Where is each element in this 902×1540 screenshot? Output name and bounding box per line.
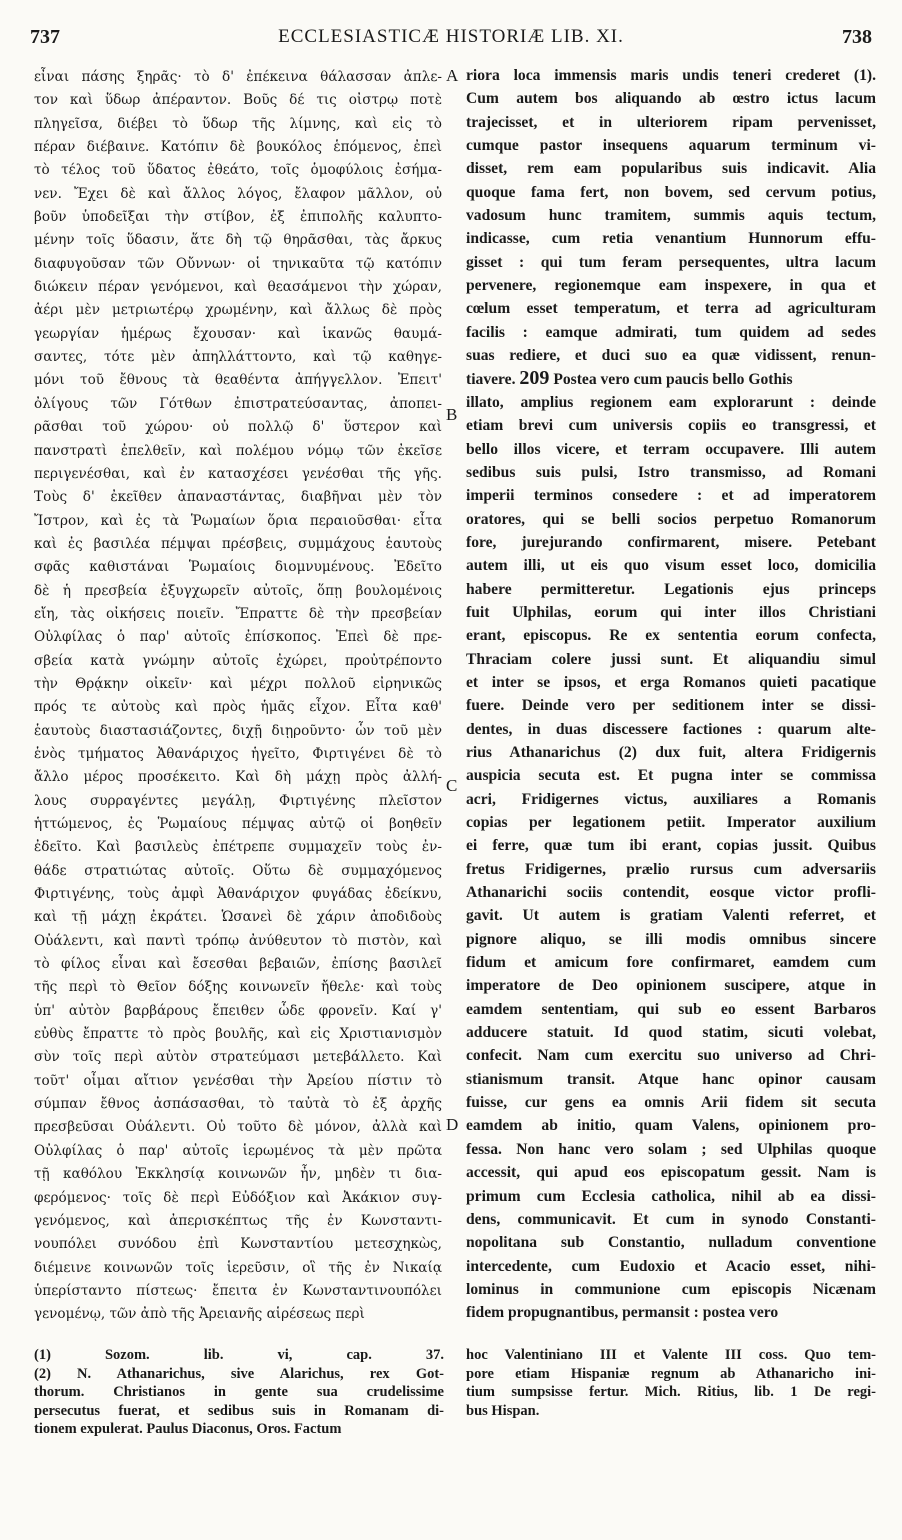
latin-text-line: dens, communicavit. Et cum in synodo Constanti- (466, 1210, 876, 1228)
greek-text-line: γεωργίαν ἡμέρως ἔχουσαν· καὶ ἱκανῶς θαυμά- (34, 325, 442, 342)
greek-text-line: πρεσβεῦσαι Οὐάλεντι. Οὐ τοῦτο δὲ μόνον, ἀλλὰ καὶ (34, 1119, 442, 1136)
greek-text-line: διέμεινε κοινωνῶν τοῖς ἱερεῦσιν, οἳ τῆς ἐν Νικαίᾳ (34, 1259, 442, 1276)
latin-text-line: primum cum Ecclesia catholica, nihil ab ea dissi- (466, 1187, 876, 1205)
latin-text-line: illato, amplius regionem eam explorarunt : deinde (466, 393, 876, 411)
greek-text-line: ὑπ' αὐτὸν βαρβάρους ἔπειθεν ὧδε φρονεῖν. Καί γ' (34, 1002, 442, 1019)
latin-text-line: quoque fama fert, non bovem, sed cervum potius, (466, 183, 876, 201)
footnote-line: persecutus fuerat, et sedibus suis in Romanam di- (34, 1402, 444, 1419)
latin-text-line: fuit Ulphilas, eorum qui inter illos Christiani (466, 603, 876, 621)
latin-text-line: auspicia secuta est. Et pugna inter se commissa (466, 767, 876, 785)
latin-text-line: fessa. Non hanc vero solam ; sed Ulphilas quoque (466, 1140, 876, 1158)
latin-text-line: eamdem ab initio, quam Valens, opinionem pro- (466, 1117, 876, 1135)
greek-text-line: πέραν διέβαινε. Κατόπιν δὲ βουκόλος ἑπόμενος, ἐπεὶ (34, 139, 442, 156)
greek-text-line: τὸ τέλος τοῦ ὕδατος ἐθεάτο, τοῖς ὁμοφύλοις ἐσήμα- (34, 162, 442, 179)
footnote-line: (2) N. Athanarichus, sive Alarichus, rex Got- (34, 1365, 444, 1382)
latin-text-line: pignore aliquo, se illi modis omnibus sincere (466, 930, 876, 948)
latin-text-line: fidum et amicum fore confirmaret, eamdem cum (466, 954, 876, 972)
greek-text-line: τὴν Θρᾴκην οἰκεῖν· καὶ μέχρι πολλοῦ εἰρηνικῶς (34, 675, 442, 692)
greek-text-line: ἀέρι μὲν μετριωτέρῳ χρωμένην, καὶ ἄλλως δὲ πρὸς (34, 302, 442, 319)
latin-text-line: erant, episcopus. Re ex sententia eorum confecta, (466, 627, 876, 645)
greek-text-line: φερόμενος· τοῖς δὲ περὶ Εὐδόξιον καὶ Ἀκάκιον συγ- (34, 1189, 442, 1206)
latin-text-line: accessit, qui apud eos episcopatum gessit. Nam is (466, 1164, 876, 1182)
greek-text-line: ἑνὸς τμήματος Ἀθανάριχος ἡγεῖτο, Φιρτιγένει δὲ τὸ (34, 745, 442, 762)
latin-text-line: imperatore de Deo opinionem suscipere, atque in (466, 977, 876, 995)
greek-text-line: σφᾶς καθιστάναι Ῥωμαίοις διομνυμένους. Ἐδεῖτο (34, 559, 442, 576)
left-page-number: 737 (30, 26, 60, 48)
latin-text-line: Cum autem bos aliquando ab œstro ictus lacum (466, 90, 876, 108)
footnote-line: hoc Valentiniano III et Valente III coss. Quo tem- (466, 1347, 876, 1363)
margin-letter-c: C (446, 776, 458, 795)
footnote-line: thorum. Christianos in gente sua crudelissime (34, 1384, 444, 1400)
latin-text-fragment: Postea vero cum paucis bello Gothis (553, 371, 793, 389)
greek-text-line: Φιρτιγένης, τοὺς ἀμφὶ Ἀθανάριχον φυγάδας ἐδείκνυ, (34, 886, 442, 903)
footnote-line: tium sumpsisse fertur. Mich. Ritius, lib. 1 De regi- (466, 1384, 876, 1400)
latin-text-line: cœlum esset temperatum, et terra ad agriculturam (466, 300, 876, 318)
latin-text-line: imperii terminos consedere : et ad imperatorem (466, 487, 876, 505)
greek-text-line: εὐθὺς ἔπραττε τὸ πρὸς βουλῆς, καὶ εἰς Χριστιανισμὸν (34, 1026, 442, 1043)
footnotes-right (466, 1346, 876, 1420)
greek-text-line: μόνι τοῦ ἔθνους τὰ θεαθέντα ἀπήγγελλον. Ἐπειτ' (34, 372, 442, 389)
latin-text-line: fore, jurejurando confirmarent, misere. Petebant (466, 533, 876, 551)
latin-text-line: nopolitana sub Constantio, nulladum conventione (466, 1234, 876, 1252)
footnote-line: bus Hispan. (466, 1402, 540, 1419)
footnote-line: tionem expulerat. Paulus Diaconus, Oros. Factum (34, 1421, 342, 1437)
latin-text-line: facilis : eamque admirati, tum quidem ad sedes (466, 323, 876, 341)
greek-text-line: τῇ καθόλου Ἐκκλησίᾳ κοινωνῶν ἦν, μηδὲν τι δια- (34, 1166, 442, 1183)
margin-letter-b: B (446, 405, 458, 424)
latin-text-line: eamdem sententiam, qui sub eo essent Barbaros (466, 1000, 876, 1018)
latin-text-line: lominus in communione cum episcopis Nicænam (466, 1280, 876, 1298)
latin-text-line: intercedente, cum Eudoxio et Acacio esset, nihi- (466, 1257, 876, 1275)
greek-text-line: περιγενέσθαι, καὶ ἐν κατασχέσει γενέσθαι τῆς γῆς. (34, 465, 442, 482)
footnote-line: (1) Sozom. lib. vi, cap. 37. (34, 1347, 444, 1363)
latin-text-line: acri, Fridigernes victus, auxiliares a Romanis (466, 790, 876, 808)
greek-text-line: δὲ ἡ πρεσβεία ἐξυγχωρεῖν αὐτοῖς, ὅπῃ βουλομένοις (34, 582, 442, 599)
greek-text-line: τὸ φίλος εἶναι καὶ ἔσεσθαι βεβαιῶν, ἐπίσης βασιλεῖ (34, 956, 442, 973)
latin-text-line: fuisse, cur gens ea omnis Arii fidem sit secuta (466, 1094, 876, 1112)
latin-text-line: bello illos vicere, et terram occupavere. Illi autem (466, 440, 876, 458)
latin-text-line: copias per legationem petiit. Imperator auxilium (466, 814, 876, 831)
latin-text-line: vadosum hunc tramitem, summis aquis tectum, (466, 207, 876, 225)
greek-text-line: Ἴστρον, καὶ ἐς τὰ Ῥωμαίων ὅρια περαιοῦσθαι· εἶτα (34, 512, 442, 529)
greek-text-line: Οὐάλεντι, καὶ παντὶ τρόπῳ ἀνύθευτον τὸ πιστὸν, καὶ (34, 932, 442, 949)
greek-text-line: Οὐλφίλας ὁ παρ' αὐτοῖς ἱερωμένος τὰ μὲν πρῶτα (34, 1142, 442, 1159)
latin-text-line: rius Athanarichus (2) dux fuit, altera Fridigernis (466, 743, 876, 761)
greek-text-line: σβεία κατὰ γνώμην αὐτοῖς ἐχώρει, προὐτρέποντο (34, 652, 442, 669)
latin-text-line: suas rediere, et duci suo ea quæ vidissent, renun- (466, 347, 876, 365)
latin-text-line: autem illi, ut eis quo visum esset loco, domicilia (466, 557, 876, 575)
margin-letter-d: D (446, 1115, 459, 1134)
greek-text-line: σαντες, τότε μὲν ἀπηλλάττοντο, καὶ τῷ καθηγε- (34, 349, 442, 366)
greek-text-line: ὀλίγους τῶν Γότθων ἐπιστρατεύσαντας, ἀποπει- (34, 395, 442, 412)
latin-text-line: gisset : qui tum feram persequentes, ultra lacum (466, 253, 876, 271)
greek-text-line: γενόμενος, καὶ ἀπερισκέπτως τῆς ἐν Κωνσταντι- (34, 1212, 442, 1229)
greek-text-line: σύμπαν ἔθνος ἀσπάσασθαι, τὸ ταὐτὰ τὸ ἐξ ἀρχῆς (34, 1096, 442, 1113)
footnotes-left (34, 1346, 444, 1439)
latin-text-line: pervenere, regionemque eam inspexere, in qua et (466, 277, 876, 295)
greek-text-line: Τοὺς δ' ἐκεῖθεν ἀπαναστάντας, διαβῆναι μὲν τὸν (34, 489, 442, 506)
latin-text-line: Athanarichi sociis contendit, eosque victor profli- (466, 884, 876, 902)
greek-text-line: τον καὶ ὕδωρ ἀπέραντον. Βοῦς δέ τις οἰστρῳ ποτὲ (34, 92, 442, 109)
greek-text-line: πρός τε αὐτοὺς καὶ πρὸς ἡμᾶς εἶχον. Εἶτα καθ' (34, 699, 442, 716)
latin-text-line: Thraciam colere jussi sunt. Et aliquandiu simul (466, 650, 876, 668)
latin-text-column (466, 64, 876, 1325)
latin-text-line: trajecisset, et in ulteriorem ripam pervenisset, (466, 113, 876, 131)
latin-text-fragment: tiavere. (466, 371, 516, 389)
latin-text-line: adducere statuit. Id quod statim, sicuti volebat, (466, 1024, 876, 1042)
greek-text-column (34, 66, 442, 1327)
latin-text-line: confecit. Nam cum exercitu suo universo ad Chri- (466, 1047, 876, 1065)
right-page-number: 738 (842, 26, 872, 48)
latin-text-line: habere permitteretur. Legationis ejus princeps (466, 580, 876, 598)
greek-text-line: Οὐλφίλας ὁ παρ' αὐτοῖς ἐπίσκοπος. Ἐπεὶ δὲ πρε- (34, 629, 442, 646)
latin-text-line: stianismum transit. Atque hanc opinor causam (466, 1070, 876, 1088)
greek-text-line: εἴη, τὰς οἰκήσεις ποιεῖν. Ἔπραττε δὲ τὴν πρεσβείαν (34, 605, 442, 622)
greek-text-line: ἄλλο μέρος προσέκειτο. Καὶ δὴ μάχῃ πρὸς ἀλλή- (34, 769, 442, 786)
latin-text-line: disset, rem eam popularibus suis indicavit. Alia (466, 160, 876, 178)
greek-text-line: γενομένῳ, τῶν ἀπὸ τῆς Ἀρειανῆς αἱρέσεως περὶ (34, 1306, 365, 1323)
running-title: ECCLESIASTICÆ HISTORIÆ LIB. XI. (278, 26, 624, 47)
latin-text-line (466, 367, 876, 390)
greek-text-line: νουπόλει συνόδου ἐπὶ Κωνσταντίου μετεσχηκὼς, (34, 1236, 442, 1253)
greek-text-line: διαφυγοῦσαν τῶν Οὔννων· οἱ τηνικαῦτα τῷ κατόπιν (34, 255, 442, 272)
latin-text-line: ei ferre, quæ tum ibi erant, copias jussit. Quibus (466, 837, 876, 855)
latin-text-line: riora loca immensis maris undis teneri crederet (1). (466, 67, 876, 84)
greek-text-line: εἶναι πάσης ξηρᾶς· τὸ δ' ἐπέκεινα θάλασσαν ἀπλε- (34, 69, 442, 85)
latin-text-line: fretus Fridigernes, prælio rursus cum adversariis (466, 860, 876, 878)
greek-text-line: τοῦτ' οἶμαι αἴτιον γενέσθαι τὴν Ἀρείου πίστιν τὸ (34, 1072, 442, 1089)
greek-text-line: λους συρραγέντες μεγάλῃ, Φιρτιγένης πλεῖστον (34, 792, 442, 809)
greek-text-line: καὶ τῇ μάχῃ ἐκράτει. Ὡσανεὶ δὲ χάριν ἀποδιδοὺς (34, 909, 442, 926)
greek-text-line: ἑαυτοὺς διαστασιάζοντες, διχῇ διῃροῦντο· ὧν τοῦ μὲν (34, 722, 442, 739)
greek-text-line: ρᾶσθαι τοῦ χώρου· οὐ πολλῷ δ' ὕστερον καὶ (34, 419, 442, 436)
latin-text-line: fuere. Deinde vero per seditionem inter se dissi- (466, 697, 876, 715)
greek-text-line: μένην τοῖς ὕδασιν, ἅτε δὴ τῷ θηρᾶσθαι, τὰς ἄρκυς (34, 232, 442, 249)
footnote-line: pore etiam Hispaniæ regnum ab Athanaricho ini- (466, 1365, 876, 1382)
section-number: 209 (519, 367, 550, 390)
latin-text-line: dentes, in duas discessere factiones : quarum alte- (466, 720, 876, 738)
greek-text-line: καὶ ἐς βασιλέα πέμψαι πρέσβεις, συμμάχους ἑαυτοὺς (34, 535, 442, 552)
latin-text-line: et inter se ipsos, et erga Romanos quieti pacatique (466, 673, 876, 691)
latin-text-line: etiam brevi cum universis copiis eo transgressi, et (466, 417, 876, 435)
latin-text-line: cumque pastor insequens aquarum terminum vi- (466, 137, 876, 155)
latin-text-line: sedibus suis pulsi, Istro transmisso, ad Romani (466, 463, 876, 481)
latin-text-line: indicasse, cum retia venantium Hunnorum effu- (466, 230, 876, 248)
latin-text-line: gavit. Ut autem is gratiam Valenti referret, et (466, 907, 876, 925)
greek-text-line: διώκειν πέραν γενόμενοι, καὶ θεασάμενοι τὴν χώραν, (34, 279, 442, 296)
latin-text-line: fidem propugnantibus, permansit : postea vero (466, 1304, 779, 1322)
greek-text-line: τῆς περὶ τὸ Θεῖον δόξης κοινωνεῖν ἤθελε· καὶ τοὺς (34, 979, 442, 996)
greek-text-line: ἐδεῖτο. Καὶ βασιλεὺς ἐπέτρεπε συμμαχεῖν τοὺς ἐν- (34, 839, 442, 856)
greek-text-line: νεν. Ἔχει δὲ καὶ ἄλλος λόγος, ἔλαφον μᾶλλον, οὐ (34, 185, 442, 202)
greek-text-line: σὺν τοῖς περὶ αὐτὸν στρατεύμασι μετεβάλλετο. Καὶ (34, 1049, 442, 1066)
page-header (30, 26, 872, 54)
greek-text-line: βοῦν ὑποδεῖξαι τὴν στίβον, ἐξ ἐπιπολῆς καλυπτο- (34, 209, 442, 226)
greek-text-line: ἡττώμενος, ἐς Ῥωμαίους πέμψας αὐτῷ οἱ βοηθεῖν (34, 816, 442, 832)
greek-text-line: ὑπερίσταντο πίστεως· ἔπειτα ἐν Κωνσταντινουπόλει (34, 1282, 442, 1299)
greek-text-line: πανστρατὶ ἐπελθεῖν, καὶ πολέμου νόμῳ τῶν ἐκεῖσε (34, 442, 442, 459)
latin-text-line: oratores, qui se belli socios perpetuo Romanorum (466, 510, 876, 528)
greek-text-line: θάδε στρατιώτας αὐτοῖς. Οὕτω δὲ συμμαχόμενος (34, 862, 442, 879)
margin-letter-a: A (446, 66, 459, 85)
greek-text-line: πληγεῖσα, διέβει τὸ ὕδωρ τῆς λίμνης, καὶ εἰς τὸ (34, 115, 442, 132)
